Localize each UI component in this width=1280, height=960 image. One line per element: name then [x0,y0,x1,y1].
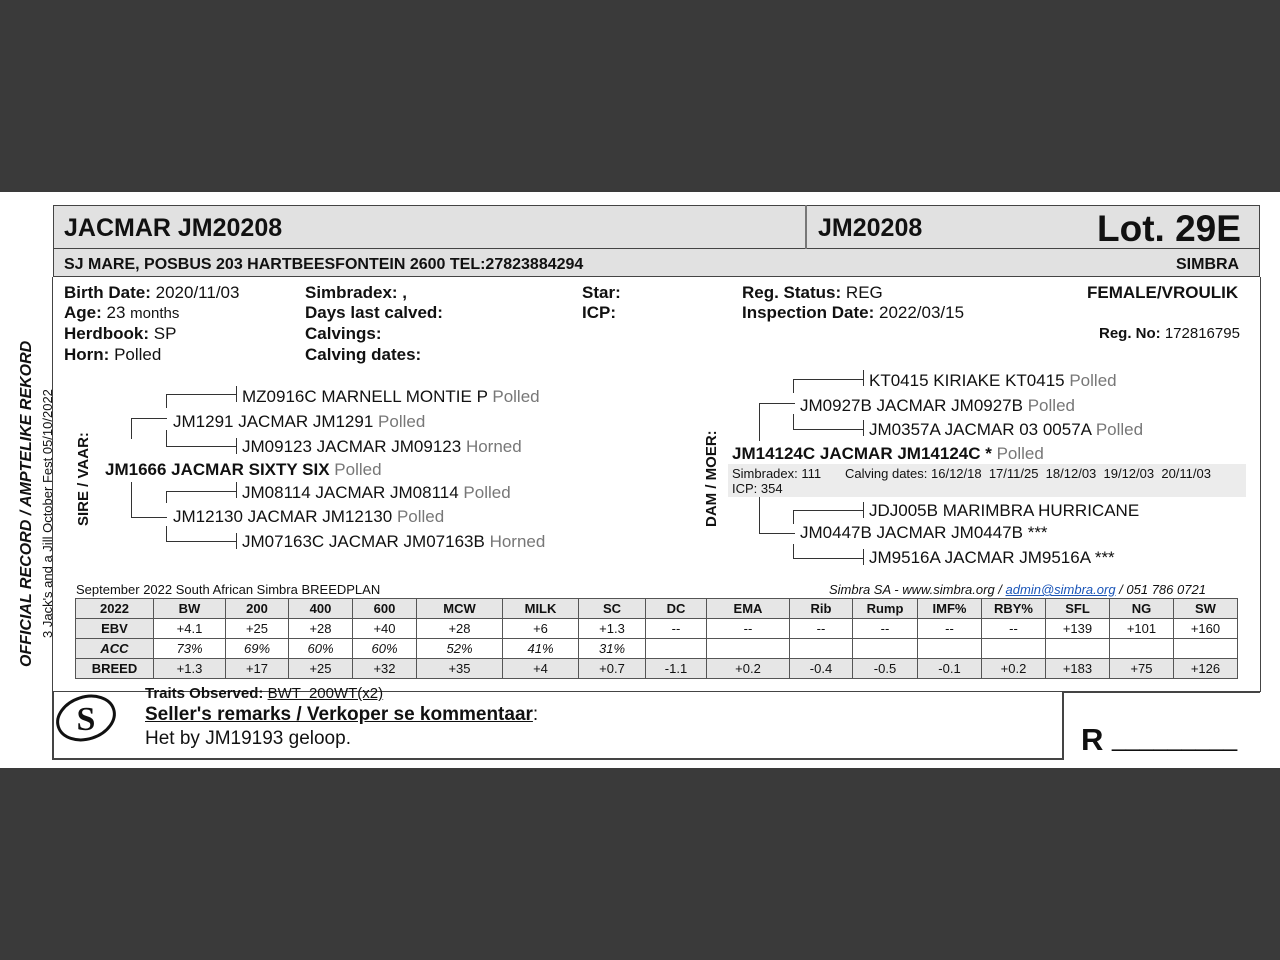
inspection-date: Inspection Date: 2022/03/15 [742,303,965,322]
traits-observed: Traits Observed: BWT 200WT(x2) [145,685,384,702]
r-label: R [1081,722,1104,757]
reg-status: Reg. Status: REG [742,283,883,302]
acc-cell [1046,639,1110,659]
breed-cell: +75 [1110,659,1174,679]
dam-dam-sire: JDJ005B MARIMBRA HURRICANE [869,501,1140,520]
dam-sire: JM0927B JACMAR JM0927B Polled [800,396,1075,415]
breed-name: SIMBRA [1176,256,1240,273]
sire-sire: JM1291 JACMAR JM1291 Polled [173,412,426,431]
ebv-cell: +28 [289,619,353,639]
animal-id: JM20208 [818,214,923,242]
header-divider [805,205,807,249]
acc-cell [790,639,853,659]
seller-remarks: Het by JM19193 geloop. [145,728,351,749]
breedplan-title: September 2022 South African Simbra BREEDPLAN [76,582,381,597]
breedplan-header-row [76,599,1238,619]
breed-cell: +0.7 [579,659,646,679]
ebv-cell: -- [646,619,707,639]
ebv-cell: +1.3 [579,619,646,639]
ebv-cell: -- [853,619,918,639]
acc-row [76,639,1238,659]
breed-cell: +183 [1046,659,1110,679]
remarks-title: Seller's remarks / Verkoper se kommentaar: [145,704,539,725]
ebv-cell: +6 [503,619,579,639]
ebv-cell: +160 [1174,619,1238,639]
acc-cell: 31% [579,639,646,659]
headers-cell: MILK [503,599,579,619]
acc-cell: 52% [417,639,503,659]
r-signature-line[interactable]: _________ [1112,724,1238,752]
reg-no: Reg. No: 172816795 [1099,325,1240,342]
simbra-logo-icon [54,690,118,746]
breed-cell: -1.1 [646,659,707,679]
acc-cell [918,639,982,659]
sire-dam-sire: JM08114 JACMAR JM08114 Polled [242,483,511,502]
acc-cell: 60% [289,639,353,659]
ebv-cell: -- [982,619,1046,639]
ebv-cell: -- [707,619,790,639]
email-link[interactable]: admin@simbra.org [1005,582,1116,597]
acc-cell: 41% [503,639,579,659]
sire-sire-sire: MZ0916C MARNELL MONTIE P Polled [242,387,540,406]
acc-cell [1174,639,1238,659]
dam-simbradex: Simbradex: 111 [732,466,822,481]
icp-label: ICP: [582,303,616,322]
dam-dam-dam: JM9516A JACMAR JM9516A *** [869,548,1115,567]
ebv-cell: +40 [353,619,417,639]
breed-cell: BREED [76,659,154,679]
dam-sire-sire: KT0415 KIRIAKE KT0415 Polled [869,371,1117,390]
horn-status: Horn: Polled [64,345,162,364]
acc-cell [1110,639,1174,659]
headers-cell: BW [154,599,226,619]
ebv-row [76,619,1238,639]
herdbook: Herdbook: SP [64,324,177,343]
days-last-calved-label: Days last calved: [305,303,443,322]
headers-cell: RBY% [982,599,1046,619]
breed-cell: +126 [1174,659,1238,679]
sire-sire-dam: JM09123 JACMAR JM09123 Horned [242,437,522,456]
logo-letter: S [76,701,96,738]
dam-name: JM14124C JACMAR JM14124C * Polled [732,444,1044,463]
acc-cell: 69% [226,639,289,659]
headers-cell: IMF% [918,599,982,619]
ebv-cell: +101 [1110,619,1174,639]
sire-name: JM1666 JACMAR SIXTY SIX Polled [105,460,382,479]
sire-dam-dam: JM07163C JACMAR JM07163B Horned [242,532,546,551]
acc-cell: 60% [353,639,417,659]
headers-cell: NG [1110,599,1174,619]
ebv-cell: +25 [226,619,289,639]
ebv-cell: EBV [76,619,154,639]
breed-avg-row [76,659,1238,679]
breedplan-table [75,598,1238,679]
acc-cell [853,639,918,659]
lot-number: Lot. 29E [1097,208,1241,249]
acc-cell: ACC [76,639,154,659]
ebv-cell: -- [790,619,853,639]
official-record-label: OFFICIAL RECORD / AMPTELIKE REKORD [18,340,35,667]
lot-card [0,192,1280,768]
age: Age: 23 months [64,303,180,322]
sire-label: SIRE / VAAR: [75,432,92,526]
breed-cell: +0.2 [982,659,1046,679]
star-label: Star: [582,283,621,302]
headers-cell: SC [579,599,646,619]
calving-dates-label: Calving dates: [305,345,422,364]
birth-date: Birth Date: 2020/11/03 [64,283,240,302]
dam-calving-dates: Calving dates: 16/12/18 17/11/25 18/12/03 19/12/03 20/11/03 [845,466,1211,481]
acc-cell [707,639,790,659]
headers-cell: Rib [790,599,853,619]
ebv-cell: +139 [1046,619,1110,639]
owner-info: SJ MARE, POSBUS 203 HARTBEESFONTEIN 2600 TEL:27823884294 [64,256,584,273]
headers-cell: DC [646,599,707,619]
dam-label: DAM / MOER: [703,430,720,527]
simbradex-label: Simbradex: , [305,283,408,302]
breed-cell: -0.5 [853,659,918,679]
headers-cell: SW [1174,599,1238,619]
breed-cell: +32 [353,659,417,679]
ebv-cell: +28 [417,619,503,639]
acc-cell: 73% [154,639,226,659]
dam-dam: JM0447B JACMAR JM0447B *** [800,523,1048,542]
headers-cell: 200 [226,599,289,619]
sex: FEMALE/VROULIK [1087,283,1239,302]
breed-cell: -0.4 [790,659,853,679]
headers-cell: 2022 [76,599,154,619]
breed-cell: +17 [226,659,289,679]
calvings-label: Calvings: [305,324,382,343]
breed-cell: +1.3 [154,659,226,679]
headers-cell: SFL [1046,599,1110,619]
breed-cell: +35 [417,659,503,679]
breed-cell: +4 [503,659,579,679]
headers-cell: 400 [289,599,353,619]
headers-cell: Rump [853,599,918,619]
breed-cell: -0.1 [918,659,982,679]
breed-cell: +0.2 [707,659,790,679]
sire-dam: JM12130 JACMAR JM12130 Polled [173,507,445,526]
ebv-cell: -- [918,619,982,639]
acc-cell [646,639,707,659]
headers-cell: EMA [707,599,790,619]
headers-cell: 600 [353,599,417,619]
headers-cell: MCW [417,599,503,619]
animal-name: JACMAR JM20208 [64,214,283,242]
dam-icp: ICP: 354 [732,481,783,496]
acc-cell [982,639,1046,659]
dam-sire-dam: JM0357A JACMAR 03 0057A Polled [869,420,1144,439]
event-label: 3 Jack's and a Jill October Fest 05/10/2022 [40,389,55,638]
breed-cell: +25 [289,659,353,679]
breedplan-contact: Simbra SA - www.simbra.org / admin@simbra.org / 051 786 0721 [829,582,1206,597]
ebv-cell: +4.1 [154,619,226,639]
